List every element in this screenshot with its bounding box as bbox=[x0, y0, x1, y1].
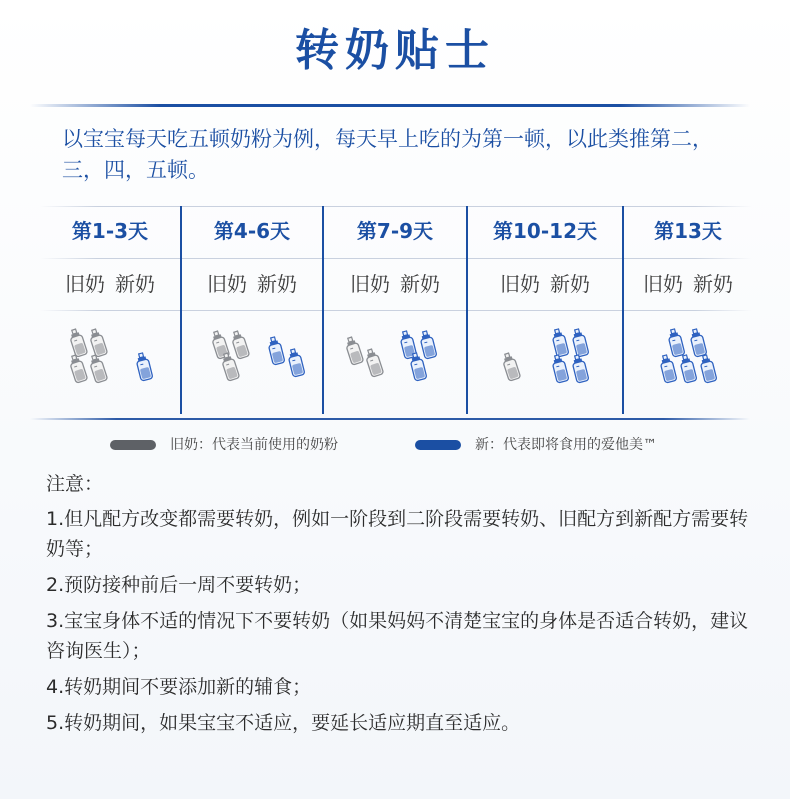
milk-labels bbox=[324, 258, 466, 310]
column-header: 第7-9天 bbox=[356, 219, 434, 243]
page-title: 转奶贴士 bbox=[295, 25, 495, 76]
new-milk-label: 新奶 bbox=[400, 272, 440, 296]
old-milk-legend-text: 旧奶：代表当前使用的奶粉 bbox=[170, 437, 338, 453]
new-milk-label: 新奶 bbox=[693, 272, 733, 296]
new-milk-label: 新奶 bbox=[115, 272, 155, 296]
old-milk-bottle-icon bbox=[498, 350, 524, 384]
note-item: 5.转奶期间，如果宝宝不适应，要延长适应期直至适应。 bbox=[46, 712, 521, 734]
bottle-cell bbox=[182, 312, 322, 414]
note-item: 1.但凡配方改变都需要转奶，例如一阶段到二阶段需要转奶、旧配方到新配方需要转奶等； bbox=[46, 508, 749, 560]
table-bottom-divider bbox=[30, 418, 750, 420]
bottle-cell bbox=[468, 312, 622, 414]
old-milk-label: 旧奶 bbox=[65, 272, 105, 296]
column-header: 第13天 bbox=[654, 219, 722, 243]
intro-text: 以宝宝每天吃五顿奶粉为例，每天早上吃的为第一顿，以此类推第二，三，四，五顿。 bbox=[62, 127, 713, 182]
column-header: 第1-3天 bbox=[71, 219, 149, 243]
new-milk-label: 新奶 bbox=[550, 272, 590, 296]
old-milk-label: 旧奶 bbox=[500, 272, 540, 296]
new-milk-bottle-icon bbox=[131, 350, 156, 383]
notes-title: 注意： bbox=[46, 473, 104, 495]
note-item: 4.转奶期间不要添加新的辅食； bbox=[46, 676, 312, 698]
table-divider bbox=[40, 310, 752, 311]
new-milk-label: 新奶 bbox=[257, 272, 297, 296]
new-milk-bottle-icon bbox=[283, 346, 308, 379]
title-divider bbox=[30, 104, 750, 107]
new-milk-legend-text: 新：代表即将食用的爱他美™ bbox=[475, 437, 657, 453]
old-milk-label: 旧奶 bbox=[643, 272, 683, 296]
notes-section bbox=[46, 470, 766, 738]
new-milk-legend-swatch bbox=[415, 440, 461, 450]
column-header: 第4-6天 bbox=[213, 219, 291, 243]
bottle-cell bbox=[40, 312, 180, 414]
old-milk-label: 旧奶 bbox=[207, 272, 247, 296]
legend bbox=[0, 436, 790, 456]
milk-labels bbox=[624, 258, 752, 310]
milk-labels bbox=[182, 258, 322, 310]
old-milk-bottle-icon bbox=[361, 346, 387, 380]
milk-labels bbox=[40, 258, 180, 310]
note-item: 2.预防接种前后一周不要转奶； bbox=[46, 574, 312, 596]
bottle-cell bbox=[624, 312, 752, 414]
old-milk-legend-swatch bbox=[110, 440, 156, 450]
bottle-cell bbox=[324, 312, 466, 414]
column-header: 第10-12天 bbox=[493, 219, 597, 243]
milk-labels bbox=[468, 258, 622, 310]
old-milk-label: 旧奶 bbox=[350, 272, 390, 296]
note-item: 3.宝宝身体不适的情况下不要转奶（如果妈妈不清楚宝宝的身体是否适合转奶，建议咨询医生）； bbox=[46, 610, 749, 662]
